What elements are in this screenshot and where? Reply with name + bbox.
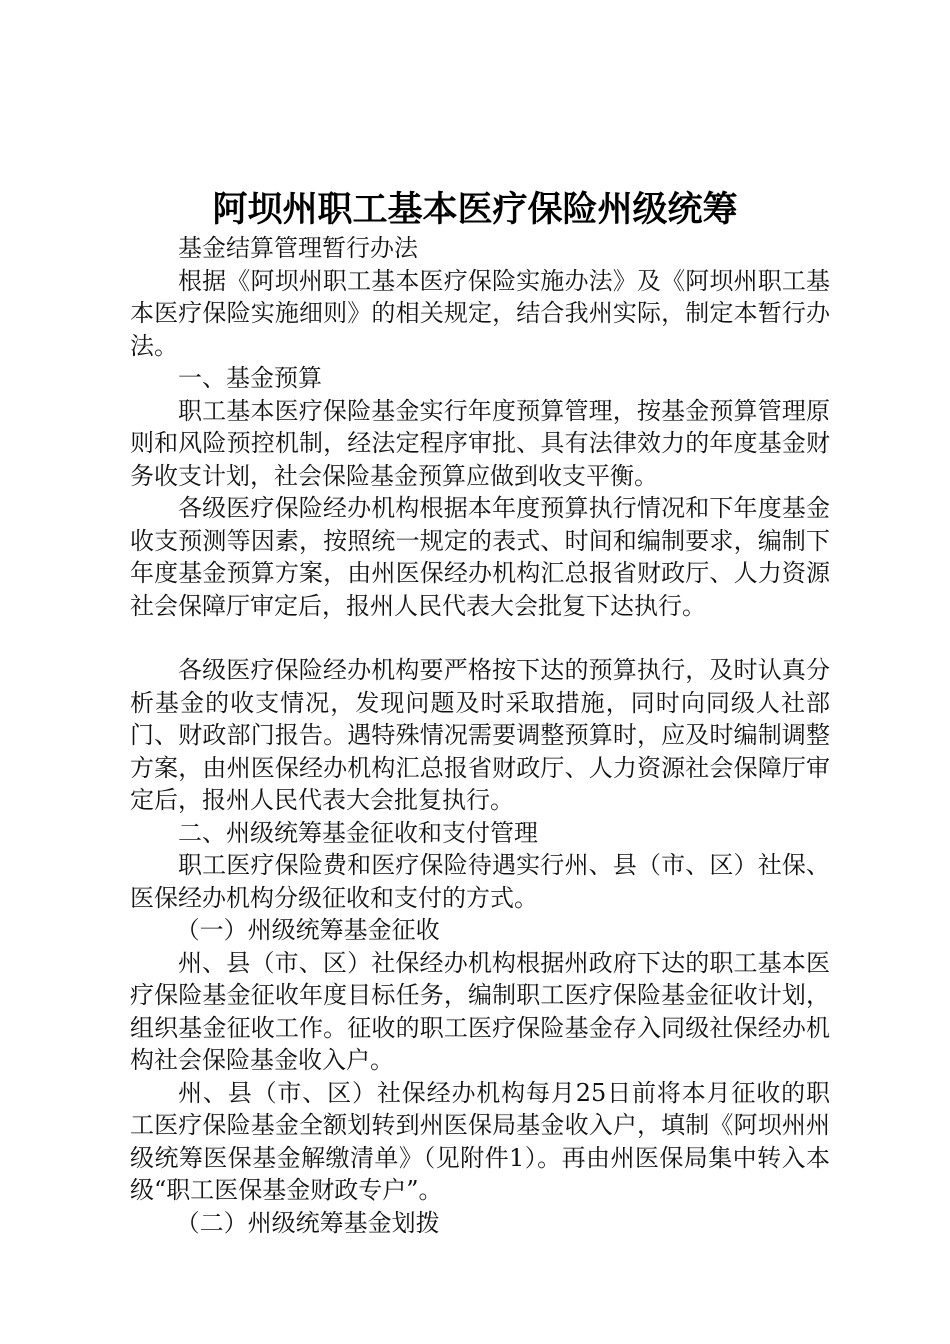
document-title: 阿坝州职工基本医疗保险州级统筹 — [212, 189, 738, 230]
paragraph-collection-plan: 州、县（市、区）社保经办机构根据州政府下达的职工基本医疗保险基金征收年度目标任务，编制职工医疗保险基金征收计划，组织基金征收工作。征收的职工医疗保险基金存入同级社保经办机构社会保险基金收入户。 — [130, 948, 830, 1074]
subsection-heading-allocation: （二）州级统筹基金划拨 — [175, 1208, 440, 1237]
paragraph-budget-plan: 各级医疗保险经办机构根据本年度预算执行情况和下年度基金收支预测等因素，按照统一规定的表式、时间和编制要求，编制下年度基金预算方案，由州医保经办机构汇总报省财政厅、人力资源社会保障厅审定后，报州人民代表大会批复下达执行。 — [130, 494, 830, 620]
document-body — [130, 232, 830, 1239]
paragraph-spacer — [130, 622, 830, 654]
section-heading-budget: 一、基金预算 — [178, 364, 322, 392]
subsection-heading-collection: （一）州级统筹基金征收 — [175, 916, 440, 944]
paragraph-intro: 根据《阿坝州职工基本医疗保险实施办法》及《阿坝州职工基本医疗保险实施细则》的相关规定，结合我州实际，制定本暂行办法。 — [130, 266, 830, 360]
paragraph-budget-execution: 各级医疗保险经办机构要严格按下达的预算执行，及时认真分析基金的收支情况，发现问题及时采取措施，同时向同级人社部门、财政部门报告。遇特殊情况需要调整预算时，应及时编制调整方案，由州医保经办机构汇总报省财政厅、人力资源社会保障厅审定后，报州人民代表大会批复执行。 — [130, 656, 830, 814]
section-heading-collection-payment: 二、州级统筹基金征收和支付管理 — [178, 818, 538, 847]
paragraph-subtitle: 基金结算管理暂行办法 — [178, 234, 418, 262]
paragraph-collection-transfer: 州、县（市、区）社保经办机构每月25日前将本月征收的职工医疗保险基金全额划转到州医保局基金收入户，填制《阿坝州州级统筹医保基金解缴清单》（见附件1）。再由州医保局集中转入本级“职工医保基金财政专户”。 — [130, 1078, 830, 1204]
paragraph-budget-management: 职工基本医疗保险基金实行年度预算管理，按基金预算管理原则和风险预控机制，经法定程序审批、具有法律效力的年度基金财务收支计划，社会保险基金预算应做到收支平衡。 — [130, 396, 830, 490]
paragraph-collection-method: 职工医疗保险费和医疗保险待遇实行州、县（市、区）社保、医保经办机构分级征收和支付的方式。 — [130, 851, 830, 912]
